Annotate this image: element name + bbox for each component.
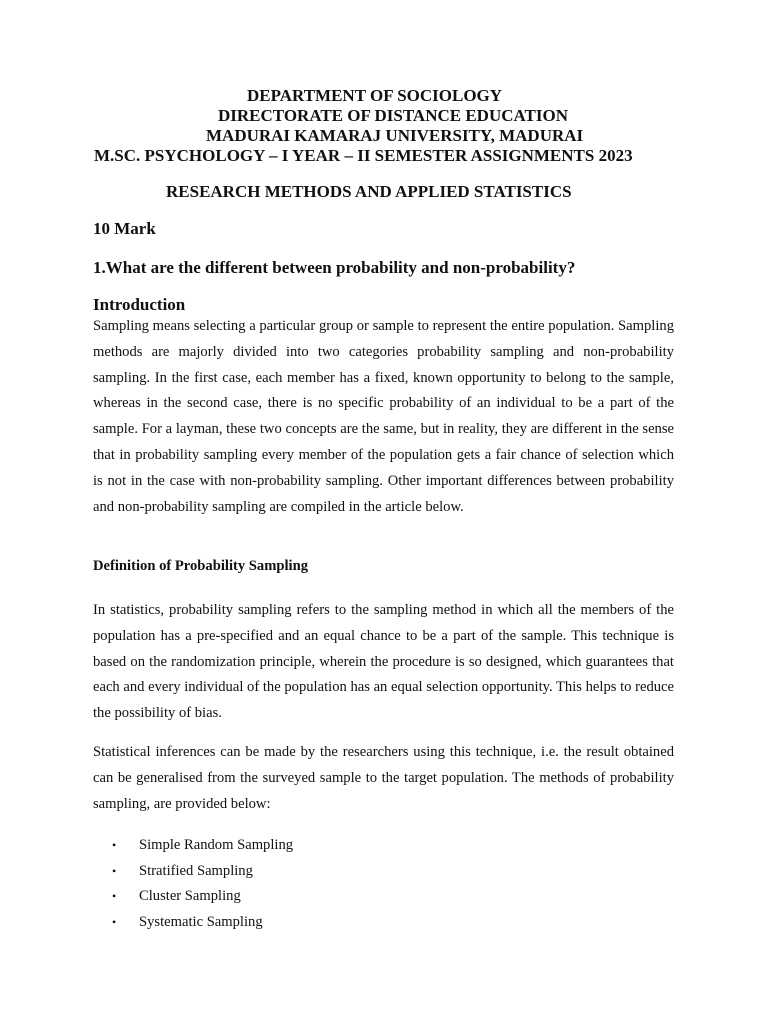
bullet-icon: • — [112, 914, 117, 929]
list-item — [112, 834, 293, 860]
bullet-icon: • — [112, 863, 117, 878]
inference-paragraph: Statistical inferences can be made by the researchers using this technique, i.e. the result obtained can be generalised from the surveyed sample to the target population. The methods of probability sampling, are provided below: — [93, 744, 674, 812]
subject-title: RESEARCH METHODS AND APPLIED STATISTICS — [166, 182, 572, 201]
bullet-icon: • — [112, 838, 117, 852]
introduction-heading: Introduction — [93, 295, 186, 314]
question-heading: 1.What are the different between probability and non-probability? — [93, 258, 576, 277]
definition-heading: Definition of Probability Sampling — [93, 558, 309, 574]
mark-label: 10 Mark — [93, 219, 156, 238]
list-item — [112, 911, 293, 937]
list-item — [112, 885, 293, 911]
introduction-paragraph: Sampling means selecting a particular group or sample to represent the entire population. Sampling methods are majorly divided into two categories probability sampling and non-probability sampling. In the first case, each member has a fixed, known opportunity to belong to the sample, whereas in the second case, there is no specific probability of an individual to be a part of the sample. For a layman, these two concepts are the same, but in reality, they are different in the sense that in probability sampling every member of the population gets a fair chance of selection which is not in the case with non-probability sampling. Other important differences between probability and non-probability sampling are compiled in the article below. — [93, 318, 674, 515]
directorate-heading: DIRECTORATE OF DISTANCE EDUCATION — [218, 106, 568, 125]
sampling-methods-list — [112, 834, 293, 936]
course-heading: M.SC. PSYCHOLOGY – I YEAR – II SEMESTER ASSIGNMENTS 2023 — [94, 146, 633, 165]
department-heading: DEPARTMENT OF SOCIOLOGY — [247, 86, 503, 105]
list-item-label: Cluster Sampling — [139, 888, 241, 905]
list-item — [112, 860, 293, 886]
list-item-label: Stratified Sampling — [139, 862, 253, 879]
definition-paragraph: In statistics, probability sampling refers to the sampling method in which all the members of the population has a pre-specified and an equal chance to be a part of the sample. This technique is based on the randomization principle, wherein the procedure is so designed, which guarantees that each and every individual of the population has an equal selection opportunity. This helps to reduce the possibility of bias. — [93, 602, 674, 722]
list-item-label: Systematic Sampling — [139, 913, 263, 930]
bullet-icon: • — [112, 889, 117, 904]
list-item-label: Simple Random Sampling — [139, 837, 294, 853]
university-heading: MADURAI KAMARAJ UNIVERSITY, MADURAI — [206, 126, 584, 145]
